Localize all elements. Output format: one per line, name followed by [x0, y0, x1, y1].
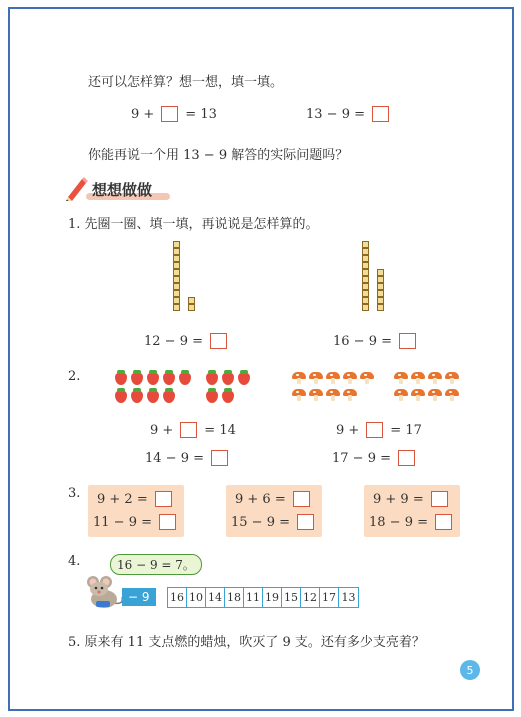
cube: [173, 304, 180, 311]
ten-rod: [173, 241, 180, 311]
number-cell[interactable]: 12: [301, 588, 320, 607]
strawberry-icon: [222, 390, 234, 403]
cube: [362, 283, 369, 290]
mushroom-icon: [411, 372, 425, 384]
answer-box[interactable]: [435, 514, 452, 530]
number-cell[interactable]: 16: [168, 588, 187, 607]
page-number: 5: [460, 660, 480, 680]
cube: [362, 304, 369, 311]
strawberry-icon: [206, 390, 218, 403]
mushroom-icon: [360, 372, 374, 384]
intro-question: 你能再说一个用 13 − 9 解答的实际问题吗？: [88, 148, 349, 163]
mouse-icon: [84, 575, 126, 611]
answer-box[interactable]: [180, 422, 197, 438]
cube: [377, 269, 384, 276]
cube: [173, 269, 180, 276]
mushroom-icon: [343, 372, 357, 384]
answer-box[interactable]: [161, 106, 178, 122]
answer-box[interactable]: [366, 422, 383, 438]
strawberry-icon: [147, 372, 159, 385]
mushroom-icon: [428, 389, 442, 401]
cubes-16: [362, 241, 384, 311]
strawberry-group-5: [206, 372, 252, 403]
mushroom-icon: [309, 372, 323, 384]
strawberry-icon: [206, 372, 218, 385]
number-cell[interactable]: 17: [320, 588, 339, 607]
ones-column: [188, 297, 195, 311]
question-1-equation-left: 12 − 9 =: [144, 333, 227, 349]
cube: [173, 276, 180, 283]
strawberry-icon: [222, 372, 234, 385]
cube: [362, 276, 369, 283]
mushroom-group-9: [292, 372, 376, 401]
question-2-left-equation-2: 14 − 9 =: [145, 450, 228, 466]
question-4-label: 4.: [68, 554, 81, 569]
intro-equation-b: 13 − 9 =: [306, 106, 389, 122]
mushroom-icon: [309, 389, 323, 401]
strawberry-icon: [147, 390, 159, 403]
question-1-equation-right: 16 − 9 =: [333, 333, 416, 349]
mushroom-icon: [445, 389, 459, 401]
strawberry-group-9: [115, 372, 193, 403]
cube: [377, 297, 384, 304]
section-title: 想想做做: [92, 181, 153, 199]
answer-box[interactable]: [211, 450, 228, 466]
mushroom-icon: [394, 389, 408, 401]
answer-box[interactable]: [372, 106, 389, 122]
exercise-panel-1: 9 + 2 = 11 − 9 =: [88, 485, 184, 537]
exercise-panel-2: 9 + 6 = 15 − 9 =: [226, 485, 322, 537]
cube: [362, 290, 369, 297]
strawberry-icon: [238, 372, 250, 385]
number-cell[interactable]: 14: [206, 588, 225, 607]
speech-bubble: 16 − 9 = 7。: [110, 554, 202, 575]
strawberry-icon: [131, 390, 143, 403]
cube: [377, 283, 384, 290]
answer-box[interactable]: [210, 333, 227, 349]
number-cell[interactable]: 11: [244, 588, 263, 607]
cube: [362, 297, 369, 304]
answer-box[interactable]: [297, 514, 314, 530]
mushroom-icon: [445, 372, 459, 384]
number-cell[interactable]: 19: [263, 588, 282, 607]
answer-box[interactable]: [293, 491, 310, 507]
minus-nine-tag: − 9: [122, 588, 156, 606]
textbook-page: [8, 7, 514, 711]
exercise-panel-3: 9 + 9 = 18 − 9 =: [364, 485, 460, 537]
question-5-text: 5. 原来有 11 支点燃的蜡烛，吹灭了 9 支。还有多少支亮着？: [68, 635, 425, 650]
cube: [173, 283, 180, 290]
cube: [362, 262, 369, 269]
mushroom-icon: [394, 372, 408, 384]
number-cell[interactable]: 15: [282, 588, 301, 607]
ones-column: [377, 269, 384, 311]
strawberry-icon: [163, 390, 175, 403]
pencil-icon: [64, 175, 88, 201]
cube: [377, 304, 384, 311]
mushroom-icon: [411, 389, 425, 401]
number-cell[interactable]: 18: [225, 588, 244, 607]
question-2-right-equation-2: 17 − 9 =: [332, 450, 415, 466]
mushroom-group-8: [394, 372, 461, 401]
number-cell[interactable]: 13: [341, 591, 356, 604]
cubes-12: [173, 241, 195, 311]
number-strip: [167, 587, 359, 608]
number-cell[interactable]: 10: [187, 588, 206, 607]
cube: [362, 241, 369, 248]
cube: [173, 262, 180, 269]
mushroom-icon: [292, 389, 306, 401]
cube: [362, 269, 369, 276]
cube: [173, 241, 180, 248]
mushroom-icon: [326, 372, 340, 384]
answer-box[interactable]: [399, 333, 416, 349]
cube: [377, 276, 384, 283]
strawberry-icon: [115, 390, 127, 403]
cube: [173, 297, 180, 304]
intro-prompt: 还可以怎样算？想一想，填一填。: [88, 75, 284, 90]
answer-box[interactable]: [155, 491, 172, 507]
cube: [188, 304, 195, 311]
ten-rod: [362, 241, 369, 311]
strawberry-icon: [115, 372, 127, 385]
cube: [188, 297, 195, 304]
mushroom-icon: [292, 372, 306, 384]
answer-box[interactable]: [431, 491, 448, 507]
strawberry-icon: [131, 372, 143, 385]
intro-equation-a: 9 + = 13: [131, 106, 217, 122]
mushroom-icon: [428, 372, 442, 384]
section-header: [64, 175, 184, 203]
question-3-label: 3.: [68, 486, 81, 501]
cube: [173, 255, 180, 262]
question-2-label: 2.: [68, 369, 81, 384]
cube: [173, 248, 180, 255]
strawberry-icon: [163, 372, 175, 385]
answer-box[interactable]: [398, 450, 415, 466]
mushroom-icon: [343, 389, 357, 401]
strawberry-icon: [179, 372, 191, 385]
cube: [173, 290, 180, 297]
cube: [362, 255, 369, 262]
question-2-right-equation-1: 9 + = 17: [336, 422, 422, 438]
cube: [377, 290, 384, 297]
answer-box[interactable]: [159, 514, 176, 530]
mushroom-icon: [326, 389, 340, 401]
question-1-label: 1. 先圈一圈、填一填，再说说是怎样算的。: [68, 217, 319, 232]
cube: [362, 248, 369, 255]
question-2-left-equation-1: 9 + = 14: [150, 422, 236, 438]
